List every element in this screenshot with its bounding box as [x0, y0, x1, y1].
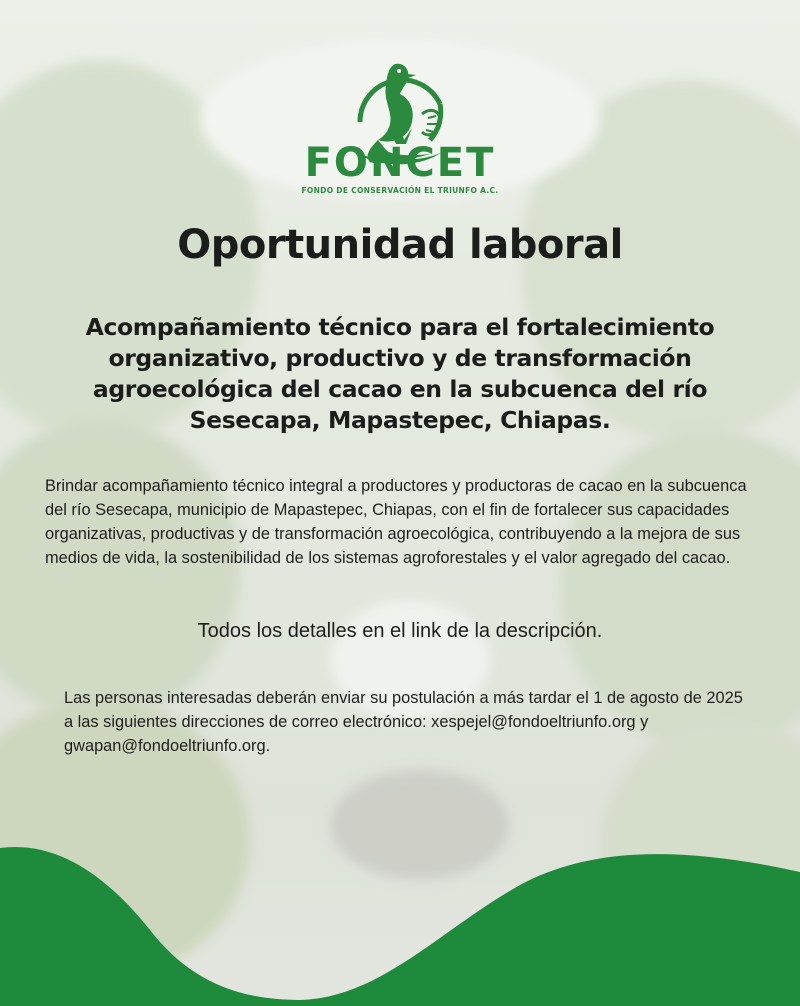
brand-subtitle: FONDO DE CONSERVACIÓN EL TRIUNFO A.C.	[301, 186, 499, 195]
brand-name: FONCET	[304, 140, 496, 186]
job-subtitle: Acompañamiento técnico para el fortalecimiento organizativo, productivo y de transformación agroecológica del cacao en la subcuenca del río Sesecapa, Mapastepec, Chiapas.	[85, 313, 715, 434]
job-description: Brindar acompañamiento técnico integral a productores y productoras de cacao en la subcuenca del río Sesecapa, municipio de Mapastepec, Chiapas, con el fin de fortalecer sus capacidades organizativas, productivas y de transformación agroecológica, contribuyendo a la mejora de sus medios de vida, la sostenibilidad de los sistemas agroforestales y el valor agregado del cacao.	[45, 477, 747, 567]
details-note: Todos los detalles en el link de la descripción.	[197, 620, 603, 642]
application-instructions: Las personas interesadas deberán enviar su postulación a más tardar el 1 de agosto de 2025 a las siguientes direcciones de correo electrónico: xespejel@fondoeltriunfo.org y gwapan@fondoeltriunfo.org.	[64, 689, 743, 755]
page-title: Oportunidad laboral	[177, 222, 623, 268]
